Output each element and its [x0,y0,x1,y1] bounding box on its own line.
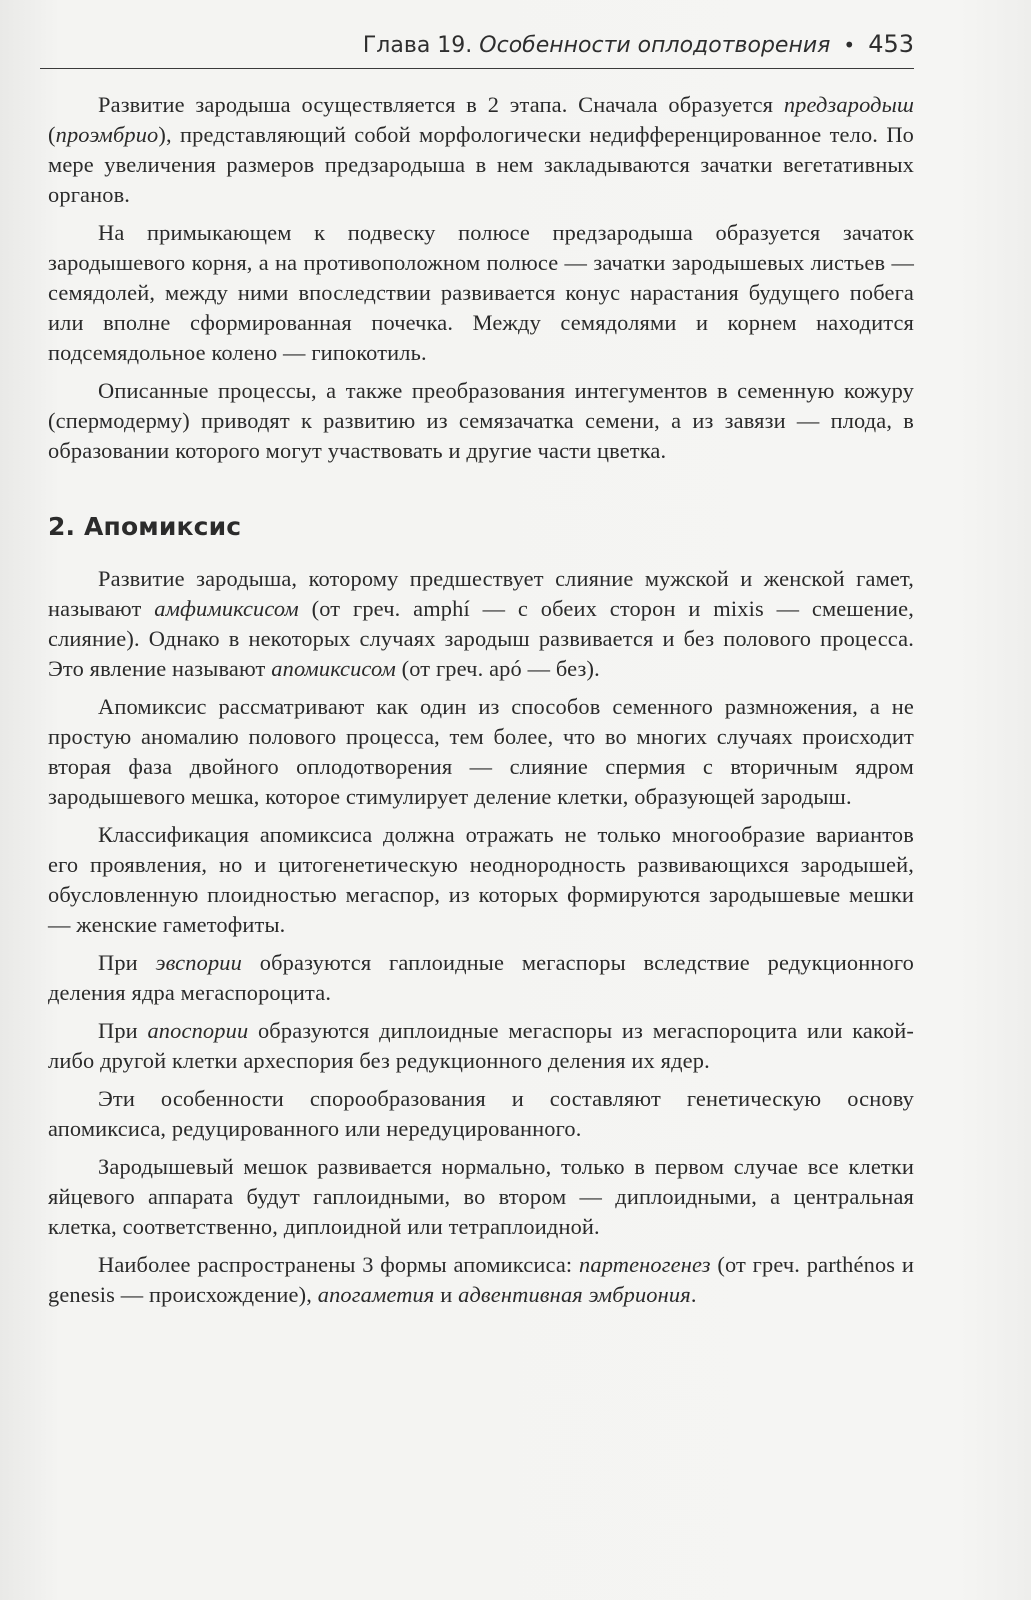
running-header [40,26,914,69]
text-segment: (от греч. parthénos и genesis — происхождение), [48,1252,914,1307]
page-number: 453 [868,30,914,58]
paragraph-aposporia [48,1016,914,1076]
text-segment: ), представляющий собой морфологически недифференцированное тело. По мере увеличения размеров предзародыша в нем закладываются зачатки вегетативных органов. [48,122,914,207]
chapter-label: Глава 19. [362,33,473,58]
text-segment: (от греч. amphí — с обеих сторон и mixis — смешение, слияние). Однако в некоторых случаях зародыш развивается и без полового процесса. Это явление называют [48,596,914,681]
text-segment: и [434,1282,459,1307]
paragraph-sporogenesis: Эти особенности спорообразования и составляют генетическую основу апомиксиса, редуцированного или нередуцированного. [48,1086,914,1141]
paragraph-eusporia [48,948,914,1008]
term-predzarodysh: предзародыш [783,92,914,117]
text-segment: . [690,1282,697,1307]
term-eusporia: эвспории [155,950,242,975]
paragraph-classification: Классификация апомиксиса должна отражать не только многообразие вариантов его проявления, но и цитогенетическую неоднородность развивающихся зародышей, обусловленную плоидностью мегаспор, из которых формируются зародышевые мешки — женские гаметофиты. [48,822,914,937]
text-segment: При [98,1018,148,1043]
term-apogamety: апогаметия [317,1282,435,1307]
paragraph-embryo-sac: Зародышевый мешок развивается нормально, только в первом случае все клетки яйцевого аппарата будут гаплоидными, во втором — диплоидными, а центральная клетка, соответственно, диплоидной или тетраплоидной. [48,1154,914,1239]
paragraph-seed-formation: Описанные процессы, а также преобразования интегументов в семенную кожуру (спермодерму) приводят к развитию из семязачатка семени, а из завязи — плода, в образовании которого могут участвовать и другие части цветка. [48,378,914,463]
term-apomixis: апомиксисом [271,656,396,681]
header-bullet: • [843,33,856,57]
text-segment: Развитие зародыша, которому предшествует слияние мужской и женской гамет, называют [48,566,914,621]
paragraph-embryo-stages [48,90,914,210]
term-amphimixis: амфимиксисом [154,596,299,621]
term-aposporia: апоспории [147,1018,249,1043]
text-segment: образуются гаплоидные мегаспоры вследствие редукционного деления ядра мегаспороцита. [48,950,915,1005]
text-segment: Наиболее распространены 3 формы апомиксиса: [98,1252,580,1277]
chapter-title: Особенности оплодотворения [479,33,831,58]
term-parthenogenesis: партеногенез [579,1252,711,1277]
text-segment: При [98,950,156,975]
paragraph-amphimixis [48,564,914,684]
text-segment: образуются диплоидные мегаспоры из мегаспороцита или какой-либо другой клетки археспория без редукционного деления их ядер. [48,1018,914,1073]
text-segment: Развитие зародыша осуществляется в 2 этапа. Сначала образуется [98,92,784,117]
paragraph-apomixis-forms [48,1250,914,1310]
text-segment: (от греч. apó — без). [395,656,600,681]
paragraph-embryo-poles: На примыкающем к подвеску полюсе предзародыша образуется зачаток зародышевого корня, а на противоположном полюсе — зачатки зародышевых листьев — семядолей, между ними впоследствии развивается конус нарастания будущего побега или вполне сформированная почечка. Между семядолями и корнем находится подсемядольное колено — гипокотиль. [48,220,914,365]
body-text [48,90,914,1318]
term-proembrio: проэмбрио [55,122,159,147]
text-segment: ( [48,122,56,147]
section-heading: 2. Апомиксис [48,512,242,541]
term-adventive-embryony: адвентивная эмбриония [458,1282,691,1307]
paragraph-apomixis-definition: Апомиксис рассматривают как один из способов семенного размножения, а не простую аномалию полового процесса, тем более, что во многих случаях происходит вторая фаза двойного оплодотворения — слияние спермия с вторичным ядром зародышевого мешка, которое стимулирует деление клетки, образующей зародыш. [48,694,914,809]
